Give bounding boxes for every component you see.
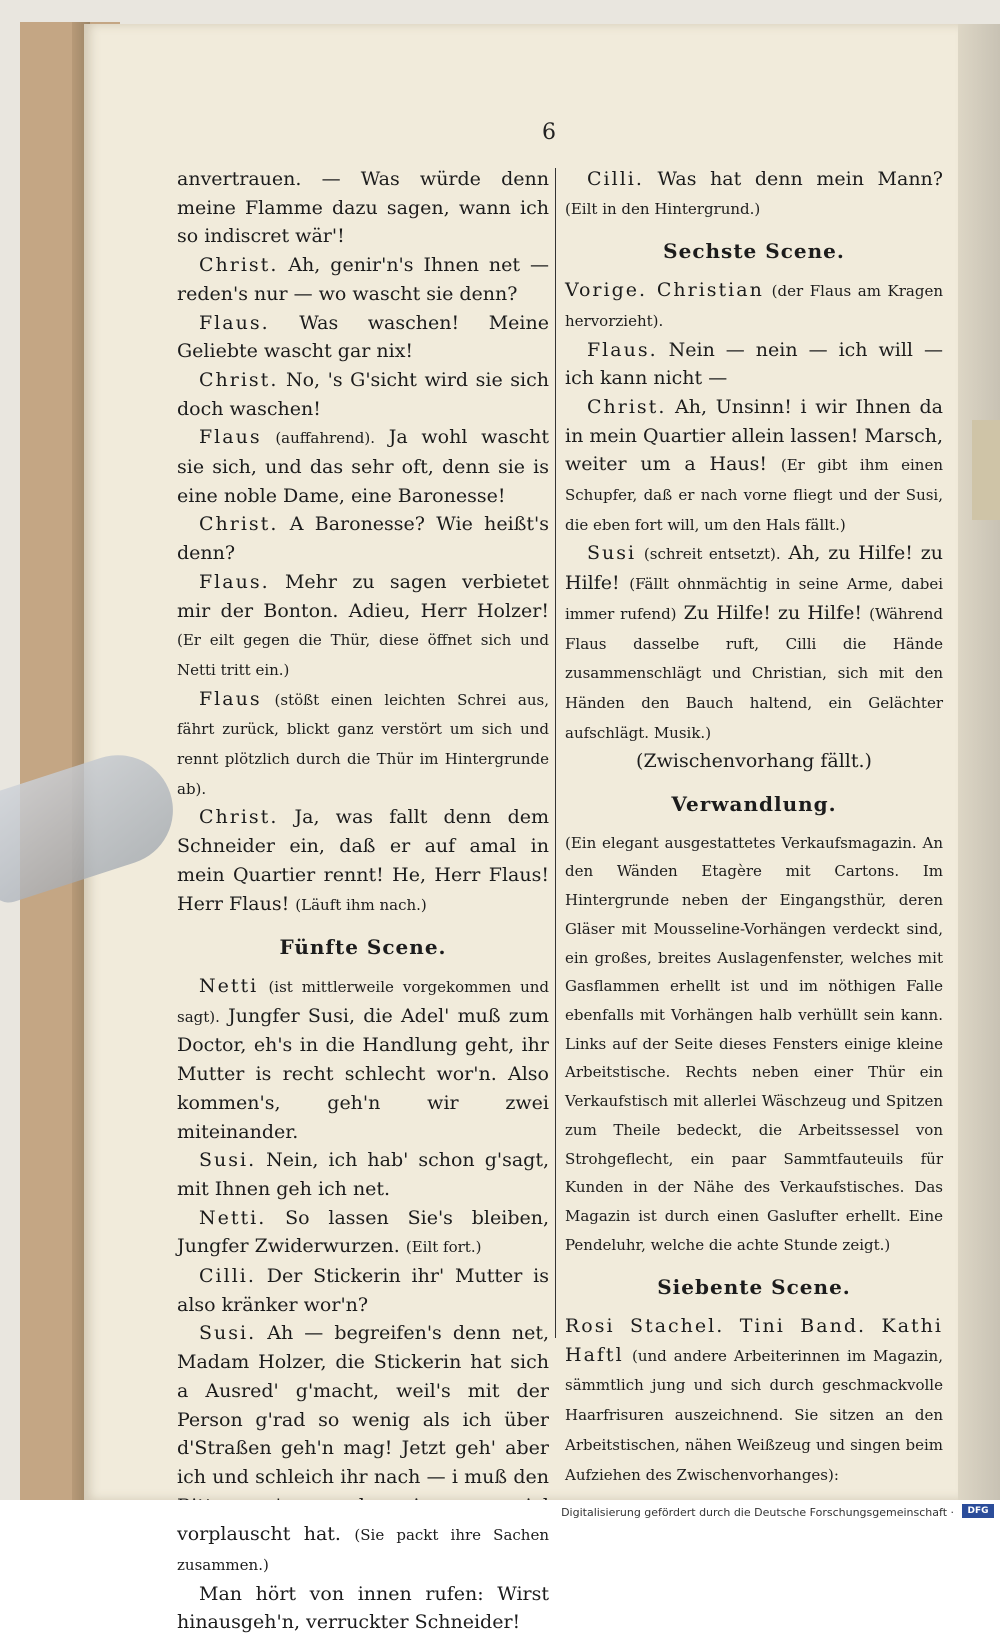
speaker-name: Rosi Stachel. Tini Band. Kathi Haftl (565, 1315, 943, 1366)
dialogue-paragraph (565, 539, 943, 747)
dialogue-text: Man hört von innen rufen: Wirst hinausgeh'n, verruckter Schneider! (177, 1582, 549, 1634)
speaker-name: Christ. (199, 806, 279, 829)
speaker-name: Susi. (199, 1149, 257, 1172)
scene-heading: Verwandlung. (671, 792, 837, 817)
speaker-name: Christ. (199, 368, 279, 391)
dialogue-paragraph (177, 366, 549, 423)
dialogue-text: Ah — begreifen's denn net, Madam Holzer, die Stickerin hat sich a Ausred' g'macht, weil's mit der Person g'rad so wenig als ich über d'Straßen geh'n mag! Jetzt geh' aber ich und schleich ihr nach — i muß den vorplauscht hat. (177, 1322, 549, 1546)
stage-direction: (auffahrend). (275, 429, 375, 448)
page-number: 6 (542, 120, 556, 145)
dialogue-paragraph (177, 1146, 549, 1203)
stage-direction: (Ein elegant ausgestattetes Verkaufsmagazin. An den Wänden Etagère mit Cartons. Im Hintergrunde neben der Eingangsthür, deren Gläser mit Mousseline-Vorhängen verdeckt sind, ein großes, breites Auslagenfenster, welches mit Gasflammen erhellt ist und im nöthigen Falle ebenfalls mit Vorhängen halb verhüllt sein kann. Links auf der Seite dieses Fensters einige kleine Arbeitstische. Rechts neben einer Thür ein Verkaufstisch mit allerlei Wäschzeug und Spitzen zum Theile bedeckt, die Arbeitssessel von Strohgeflecht, ein paar Sammtfauteuils für Kunden in der Nähe des Verkaufstisches. Das Magazin ist durch einen Gaslufter erhellt. Eine Pendeluhr, welche die achte Stunde zeigt.) (565, 833, 943, 1254)
dialogue-paragraph (565, 336, 943, 393)
dialogue-paragraph (565, 393, 943, 540)
speaker-name: Flaus. (199, 311, 270, 334)
speaker-name: Flaus. (199, 570, 270, 593)
stage-direction: (Eilt in den Hintergrund.) (565, 199, 761, 218)
stage-direction: (ist mittlerweile vorgekommen und sagt). (177, 977, 549, 1026)
stage-direction: (Läuft ihm nach.) (295, 895, 427, 914)
stage-direction: (Zwischenvorhang fällt.) (636, 750, 872, 773)
speaker-name: Netti (199, 974, 259, 997)
column-divider (555, 168, 556, 1338)
dialogue-paragraph (177, 423, 549, 510)
dialogue-paragraph (177, 685, 549, 804)
dialogue-text: Mehr zu sagen verbietet mir der Bonton. Adieu, Herr Holzer! (177, 570, 549, 622)
speaker-name: Christ. (587, 395, 667, 418)
dialogue-text: Was waschen! Meine Geliebte wascht gar nix! (177, 311, 549, 363)
dialogue-paragraph (177, 1580, 549, 1637)
left-column (177, 165, 549, 1637)
dialogue-paragraph (177, 1204, 549, 1262)
speaker-name: Vorige. Christian (565, 279, 764, 302)
dialogue-paragraph (177, 568, 549, 685)
right-column (565, 165, 943, 1489)
dialogue-text: A Baronesse? Wie heißt's denn? (177, 513, 550, 565)
dialogue-paragraph (565, 276, 943, 335)
stage-direction: (Sie packt ihre Sachen zusammen.) (177, 1526, 550, 1575)
stage-direction: (und andere Arbeiterinnen im Magazin, sämmtlich jung und sich durch geschmackvolle Haarfrisuren auszeichnend. Sie sitzen an den Arbeitstischen, nähen Weißzeug und singen beim Aufziehen des Zwischenvorhanges): (565, 1346, 943, 1484)
speaker-name: Susi. (199, 1322, 257, 1345)
speaker-name: Flaus. (587, 338, 658, 361)
stage-direction: (Während Flaus dasselbe ruft, Cilli die Hände zusammenschlägt und Christian, sich mit den Händen den Bauch haltend, ein Gelächter aufschlägt. Musik.) (565, 604, 943, 742)
dialogue-text: No, 's G'sicht wird sie sich doch waschen! (177, 368, 549, 420)
dialogue-text: Zu Hilfe! zu Hilfe! (683, 601, 862, 624)
dialogue-paragraph (177, 1262, 549, 1319)
dialogue-text: Ah, genir'n's Ihnen net — reden's nur — wo wascht sie denn? (177, 254, 549, 305)
dialogue-paragraph (177, 165, 549, 251)
dialogue-text: Nein, ich hab' schon g'sagt, mit Ihnen geh ich net. (177, 1149, 549, 1200)
dialogue-paragraph (177, 803, 549, 919)
dialogue-text: Ja wohl wascht sie sich, und das sehr oft, denn sie is eine noble Dame, eine Baronesse! (177, 426, 549, 507)
footer-text: Digitalisierung gefördert durch die Deutsche Forschungsgemeinschaft · (561, 1506, 954, 1519)
dialogue-text: Nein — nein — ich will — ich kann nicht — (565, 338, 943, 390)
dialogue-paragraph (177, 251, 549, 308)
stage-direction: (Fällt ohnmächtig in seine Arme, dabei immer rufend) (565, 575, 943, 623)
footer (0, 1500, 1000, 1523)
dialogue-paragraph (177, 510, 549, 567)
speaker-name: Christ. (199, 513, 279, 536)
speaker-name: Flaus (199, 426, 262, 449)
dialogue-text: Ah, Unsinn! i wir Ihnen da in mein Quartier allein lassen! Marsch, weiter um a Haus! (565, 395, 943, 476)
dialogue-text: anvertrauen. — Was würde denn meine Flamme dazu sagen, wann ich so indiscret wär'! (177, 168, 549, 248)
stage-direction: (Er eilt gegen die Thür, diese öffnet sich und Netti tritt ein.) (177, 631, 549, 679)
dialogue-text: Ah, zu Hilfe! zu Hilfe! (565, 542, 943, 595)
scene-heading: Sechste Scene. (663, 239, 845, 264)
speaker-name: Susi (587, 542, 637, 565)
stage-direction: (schreit entsetzt). (643, 545, 781, 564)
stage-direction: (Er gibt ihm einen Schupfer, daß er nach vorne fliegt und der Susi, die eben fort will, um den Hals fällt.) (565, 456, 943, 534)
scene-heading: Siebente Scene. (657, 1275, 851, 1300)
dialogue-paragraph (177, 309, 549, 366)
page-edge (958, 24, 1000, 1500)
dialogue-text: So lassen Sie's bleiben, Jungfer Zwiderwurzen. (177, 1206, 550, 1258)
stage-direction: (stößt einen leichten Schrei aus, fährt zurück, blickt ganz verstört um sich und rennt plötzlich durch die Thür im Hintergrunde ab). (177, 690, 550, 798)
speaker-name: Cilli. (199, 1265, 256, 1288)
dialogue-paragraph (177, 972, 549, 1146)
speaker-name: Christ. (199, 254, 279, 277)
page-edge-tab (972, 420, 1000, 520)
dialogue-text: Was hat denn mein Mann? (657, 168, 943, 190)
dfg-logo: DFG (962, 1504, 994, 1518)
dialogue-text: Der Stickerin ihr' Mutter is also kränker wor'n? (177, 1265, 549, 1316)
dialogue-paragraph (565, 165, 943, 223)
stage-direction: (der Flaus am Kragen hervorzieht). (565, 282, 943, 330)
scene-heading: Fünfte Scene. (279, 935, 447, 960)
dialogue-paragraph (177, 1319, 549, 1579)
dialogue-paragraph (565, 1312, 943, 1489)
dialogue-text: Jungfer Susi, die Adel' muß zum Doctor, eh's in die Handlung geht, ihr Mutter is recht schlecht wor'n. Also kommen's, geh'n wir zwei miteinander. (177, 1004, 549, 1143)
speaker-name: Flaus (199, 687, 262, 710)
stage-direction: (Eilt fort.) (405, 1238, 482, 1257)
speaker-name: Netti. (199, 1206, 267, 1229)
dialogue-text: Ja, was fallt denn dem Schneider ein, daß er auf amal in mein Quartier rennt! He, Herr Flaus! Herr Flaus! (177, 806, 549, 915)
speaker-name: Cilli. (587, 168, 644, 190)
